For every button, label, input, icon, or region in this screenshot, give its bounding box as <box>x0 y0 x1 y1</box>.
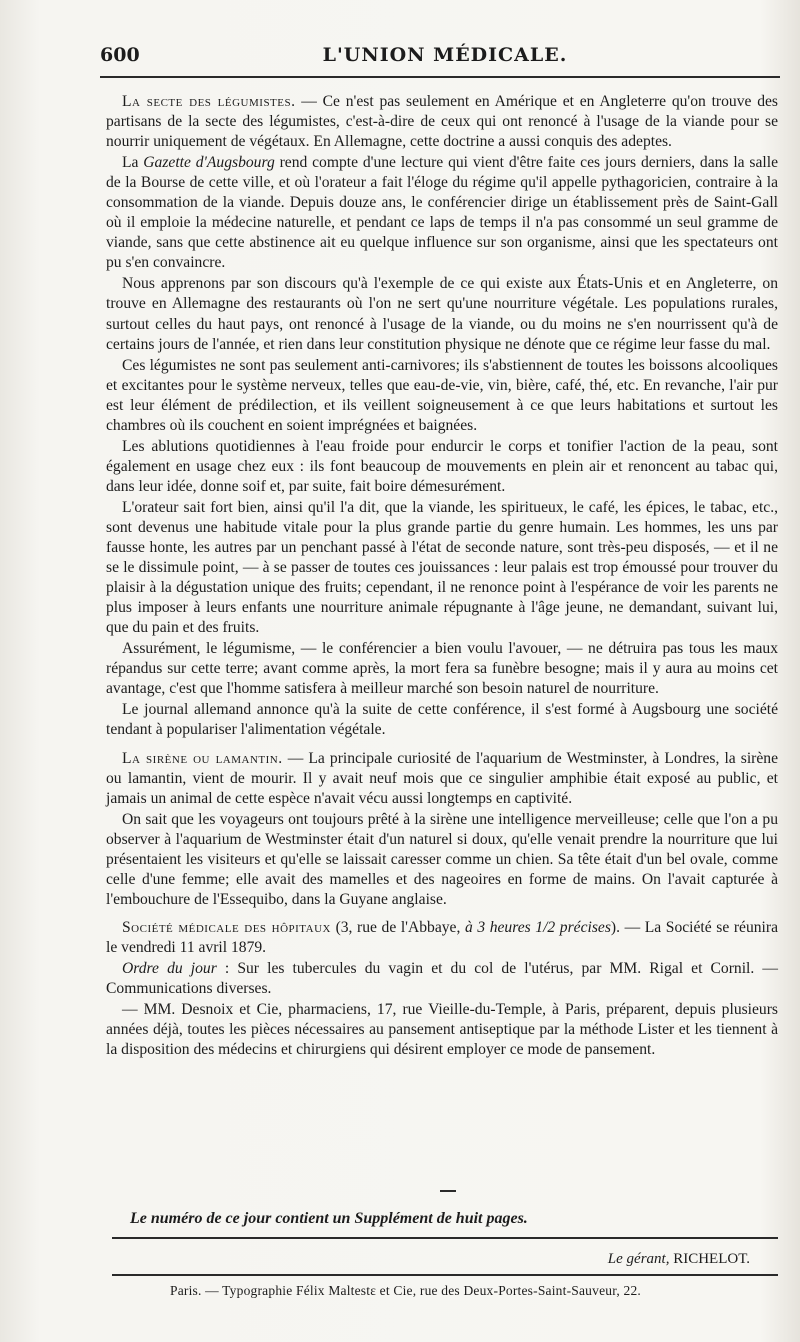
section-heading: La sirène ou lamantin. <box>122 749 283 767</box>
paragraph: Les ablutions quotidiennes à l'eau froide pour endurcir le corps et tonifier l'action de la peau, sont également en usage chez eux : ils font beaucoup de mouvements en plein air et renoncent au tabac qui, dans leur idée, donne soif et, par suite, fait boire démesurément. <box>106 437 778 495</box>
separator-ornament <box>440 1190 456 1192</box>
section-heading: La secte des légumistes. <box>122 93 296 110</box>
paragraph: — MM. Desnoix et Cie, pharmaciens, 17, rue Vieille-du-Temple, à Paris, préparent, depuis plusieurs années déjà, toutes les pièces nécessaires au pansement antiseptique par la méthode Lister et les tiennent à la disposition des médecins et chirurgiens qui désirent employer ce mode de pansement. <box>106 1001 778 1059</box>
printer-footer: Paris. — Typographie Félix Maltestε et Cie, rue des Deux-Portes-Saint-Sauveur, 22. <box>170 1283 642 1298</box>
signature-name: RICHELOT. <box>669 1251 750 1267</box>
paragraph: Ces légumistes ne sont pas seulement anti-carnivores; ils s'abstiennent de toutes les boissons alcooliques et excitantes pour le système nerveux, telles que eau-de-vie, vin, bière, café, thé, etc. En revanche, l'air pur est leur élément de prédilection, et ils veillent soigneusement à ce que leurs habitations et surtout les chambres où ils couchent en soient imprégnées et baignées. <box>106 356 778 434</box>
paragraph-gazette: La Gazette d'Augsbourg rend compte d'une lecture qui vient d'être faite ces jours derniers, dans la salle de la Bourse de cette ville, et où l'orateur a fait l'éloge du régime qu'il appelle pythagoricien, contraire à la consommation de la viande. Depuis douze ans, le conférencier dirige un établissement près de Saint-Gall où il emploie la médecine naturelle, et pendant ce laps de temps il n'a pas consommé un seul gramme de viande, sans que cette abstinence ait eu quelque influence sur son organisme, ainsi que les spectateurs ont pu s'en convaincre. <box>106 154 778 272</box>
journal-title: L'UNION MÉDICALE. <box>322 44 568 66</box>
header-rule <box>100 76 780 78</box>
source-name: Gazette d'Augsbourg <box>143 154 275 172</box>
section-heading: Société médicale des hôpitaux <box>122 918 331 936</box>
supplement-rule <box>112 1237 778 1239</box>
paragraph: Assurément, le légumisme, — le conférencier a bien voulu l'avouer, — ne détruira pas tous les maux répandus sur cette terre; avant comme après, la mort fera sa funèbre besogne; mais il y aura au moins cet avantage, c'est que l'homme satisfera à meilleur marché son besoin naturel de nourriture. <box>106 640 778 698</box>
supplement-notice: Le numéro de ce jour contient un Supplément de huit pages. <box>130 1210 528 1227</box>
footer-rule <box>112 1274 778 1276</box>
signature: Le gérant, RICHELOT. <box>607 1251 750 1267</box>
paragraph-societe: Société médicale des hôpitaux (3, rue de l'Abbaye, à 3 heures 1/2 précises). — La Société se réunira le vendredi 11 avril 1879. <box>106 918 778 956</box>
paragraph: On sait que les voyageurs ont toujours prêté à la sirène une intelligence merveilleuse; celle que l'on a pu observer à l'aquarium de Westminster était d'un naturel si doux, qu'elle venait prendre la nourriture que lui présentaient les visiteurs et qu'elle se laissait caresser comme un chien. Sa tête était d'un bel ovale, comme celle d'une femme; elle avait des mamelles et des nageoires en forme de mains. On l'avait capturée à l'embouchure de l'Essequibo, dans la Guyane anglaise. <box>106 810 778 908</box>
article-body <box>106 92 778 1061</box>
paragraph: Le journal allemand annonce qu'à la suite de cette conférence, il s'est formé à Augsbourg une société tendant à populariser l'alimentation végétale. <box>106 701 778 739</box>
page-header <box>100 44 790 74</box>
paragraph-ordre: Ordre du jour : Sur les tubercules du vagin et du col de l'utérus, par MM. Rigal et Cornil. — Communications diverses. <box>106 959 778 998</box>
paragraph: L'orateur sait fort bien, ainsi qu'il l'a dit, que la viande, les spiritueux, le café, les épices, le tabac, etc., sont devenus une habitude vitale pour la plus grande partie du genre humain. Les hommes, les uns par fausse honte, les autres par un penchant passé à l'état de seconde nature, sont très-peu disposés, — et il ne se le dissimule point, — à se passer de toutes ces jouissances : leur palais est trop émoussé pour trouver du plaisir à la dégustation unique des fruits; cependant, il ne renonce point à l'espérance de voir les parents ne plus imposer à leurs enfants une nourriture animale répugnante à l'âge jeune, ne demandant, suivant lui, que du pain et des fruits. <box>106 498 778 637</box>
page-number: 600 <box>100 44 140 66</box>
paragraph: Nous apprenons par son discours qu'à l'exemple de ce qui existe aux États-Unis et en Angleterre, on trouve en Allemagne des restaurants où l'on ne sert qu'une nourriture végétale. Les populations rurales, surtout celles du haut pays, ont renoncé à l'usage de la viande, ou du moins ne s'en nourrissent qu'à de certains jours de l'année, et rien dans leur constitution physique ne dénote que ce régime leur fasse du mal. <box>106 275 778 353</box>
paragraph-legumistes-intro: La secte des légumistes. — Ce n'est pas seulement en Amérique et en Angleterre qu'on trouve des partisans de la secte des légumistes, c'est-à-dire de ceux qui ont renoncé à l'usage de la viande pour se nourrir uniquement de végétaux. En Allemagne, cette doctrine a aussi conquis des adeptes. <box>106 93 778 151</box>
paragraph-sirene: La sirène ou lamantin. — La principale curiosité de l'aquarium de Westminster, à Londres, la sirène ou lamantin, vient de mourir. Il y avait neuf mois que ce singulier amphibie était exposé au public, et jamais un animal de cette espèce n'avait vécu aussi longtemps en captivité. <box>106 749 779 807</box>
